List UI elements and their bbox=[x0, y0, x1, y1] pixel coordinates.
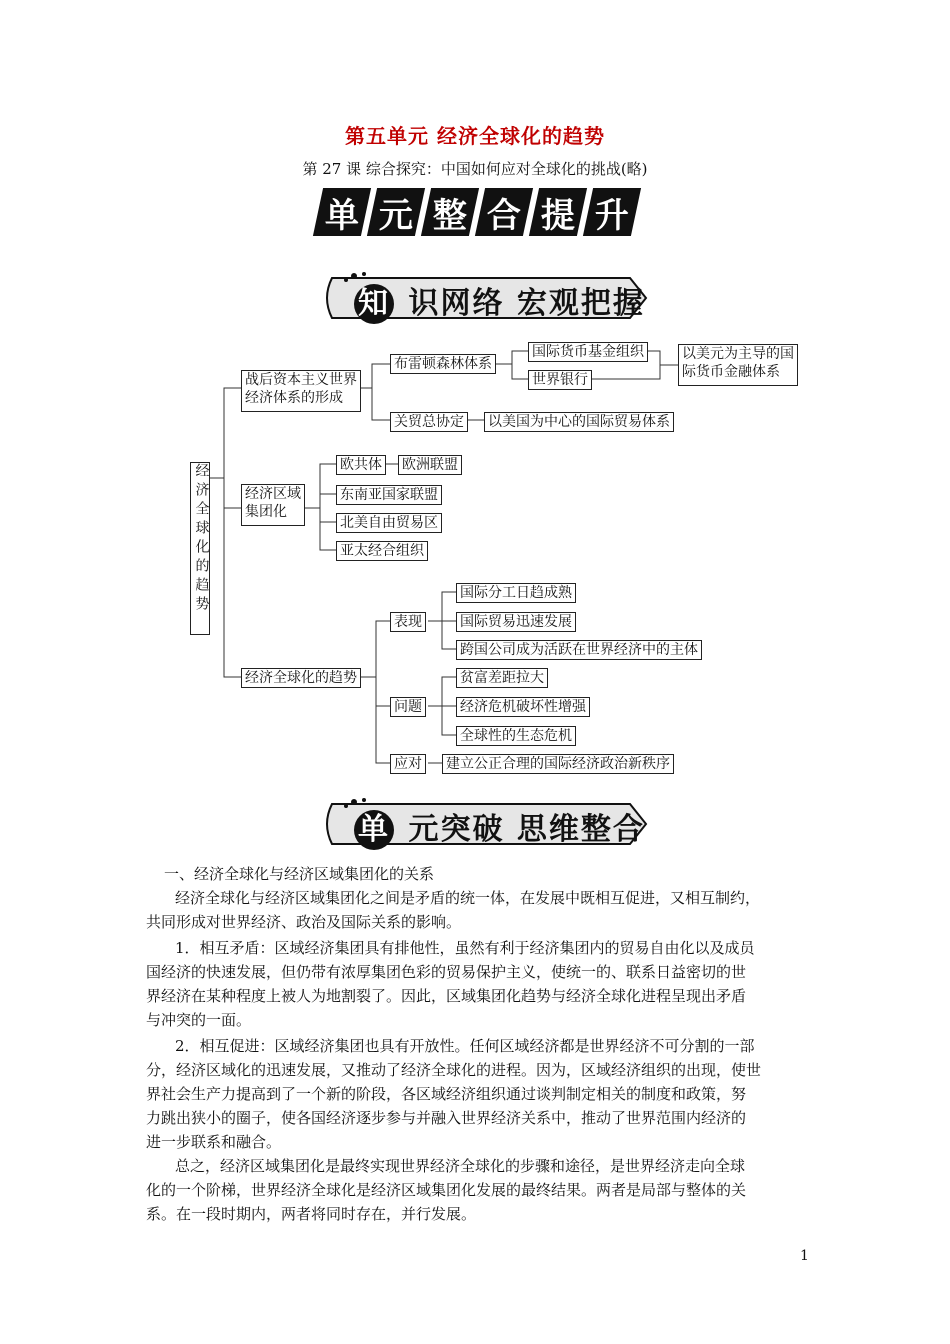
unit-summary-banner bbox=[318, 188, 636, 238]
page-title: 第五单元 经济全球化的趋势 bbox=[345, 124, 605, 148]
mindmap-node-eu: 欧洲联盟 bbox=[398, 455, 462, 475]
mindmap-node-division-of-labor: 国际分工日趋成熟 bbox=[456, 583, 576, 603]
mindmap-node-response: 应对 bbox=[390, 754, 426, 774]
mindmap-node-wealth-gap: 贫富差距拉大 bbox=[456, 668, 548, 688]
body-text-line: 化的一个阶梯，世界经济全球化是经济区域集团化发展的最终结果。两者是局部与整体的关 bbox=[146, 1181, 747, 1199]
mindmap-node-globalization-trend: 经济全球化的趋势 bbox=[241, 668, 361, 688]
mindmap-node-regional-blocs bbox=[241, 484, 305, 526]
body-text-line: 2．相互促进：区域经济集团也具有开放性。任何区域经济都是世界经济不可分割的一部 bbox=[175, 1037, 755, 1055]
mindmap-node-problem: 问题 bbox=[390, 697, 426, 717]
section-initial: 知 bbox=[354, 284, 394, 324]
body-text-line: 国经济的快速发展，但仍带有浓厚集团色彩的贸易保护主义，使统一的、联系日益密切的世 bbox=[146, 963, 747, 981]
node-text-line: 经济体系的形成 bbox=[245, 390, 343, 406]
section-heading: 一、经济全球化与经济区域集团化的关系 bbox=[164, 865, 435, 883]
node-text-line: 集团化 bbox=[245, 504, 287, 520]
mindmap-node-gatt: 关贸总协定 bbox=[390, 412, 468, 432]
knowledge-mindmap bbox=[0, 330, 950, 780]
body-text-line: 总之，经济区域集团化是最终实现世界经济全球化的步骤和途径，是世界经济走向全球 bbox=[175, 1157, 746, 1175]
body-text-line: 界社会生产力提高到了一个新的阶段，各区域经济组织通过谈判制定相关的制度和政策，努 bbox=[146, 1085, 747, 1103]
banner-char: 元 bbox=[367, 188, 425, 236]
section-title: 识网络 宏观把握 bbox=[396, 286, 645, 321]
section-initial: 单 bbox=[354, 810, 394, 850]
node-text-line: 战后资本主义世界 bbox=[245, 372, 357, 388]
mindmap-node-new-order: 建立公正合理的国际经济政治新秩序 bbox=[442, 754, 674, 774]
body-text-line: 与冲突的一面。 bbox=[146, 1011, 252, 1029]
banner-char: 提 bbox=[529, 188, 587, 236]
body-text-line: 力跳出狭小的圈子，使各国经济逐步参与并融入世界经济关系中，推动了世界范围内经济的 bbox=[146, 1109, 747, 1127]
mindmap-node-us-trade-system: 以美国为中心的国际贸易体系 bbox=[484, 412, 674, 432]
body-text-line: 共同形成对世界经济、政治及国际关系的影响。 bbox=[146, 913, 462, 931]
mindmap-node-asean: 东南亚国家联盟 bbox=[336, 485, 442, 505]
node-text-line: 际货币金融体系 bbox=[682, 364, 780, 380]
banner-char: 整 bbox=[421, 188, 479, 236]
mindmap-root: 经济全球化的趋势 bbox=[190, 462, 210, 635]
banner-char: 升 bbox=[583, 188, 641, 236]
mindmap-node-economic-crisis: 经济危机破坏性增强 bbox=[456, 697, 590, 717]
body-text-line: 系。在一段时期内，两者将同时存在，并行发展。 bbox=[146, 1205, 477, 1223]
node-text-line: 以美元为主导的国 bbox=[682, 346, 794, 362]
mindmap-node-imf: 国际货币基金组织 bbox=[528, 342, 648, 362]
body-text-line: 经济全球化与经济区域集团化之间是矛盾的统一体，在发展中既相互促进，又相互制约， bbox=[175, 889, 761, 907]
section-header-knowledge-network bbox=[318, 272, 648, 324]
mindmap-node-performance: 表现 bbox=[390, 612, 426, 632]
lesson-subtitle: 第 27 课 综合探究：中国如何应对全球化的挑战(略) bbox=[302, 160, 648, 178]
section-header-unit-breakthrough bbox=[318, 798, 648, 850]
banner-char: 单 bbox=[313, 188, 371, 236]
mindmap-node-usd-system bbox=[678, 344, 798, 386]
mindmap-node-trade-growth: 国际贸易迅速发展 bbox=[456, 612, 576, 632]
body-text-line: 1．相互矛盾：区域经济集团具有排他性，虽然有利于经济集团内的贸易自由化以及成员 bbox=[175, 939, 755, 957]
banner-char: 合 bbox=[475, 188, 533, 236]
page-number: 1 bbox=[800, 1248, 809, 1264]
mindmap-node-nafta: 北美自由贸易区 bbox=[336, 513, 442, 533]
mindmap-node-world-bank: 世界银行 bbox=[528, 370, 592, 390]
mindmap-node-bretton-woods: 布雷顿森林体系 bbox=[390, 354, 496, 374]
body-text-line: 界经济在某种程度上被人为地割裂了。因此，区域集团化趋势与经济全球化进程呈现出矛盾 bbox=[146, 987, 747, 1005]
mindmap-node-eec: 欧共体 bbox=[336, 455, 386, 475]
section-title: 元突破 思维整合 bbox=[396, 812, 645, 847]
mindmap-node-postwar-system bbox=[241, 370, 361, 412]
mindmap-node-apec: 亚太经合组织 bbox=[336, 541, 428, 561]
node-text-line: 经济区域 bbox=[245, 486, 301, 502]
body-text-line: 分，经济区域化的迅速发展，又推动了经济全球化的进程。因为，区域经济组织的出现，使世 bbox=[146, 1061, 762, 1079]
mindmap-node-multinationals: 跨国公司成为活跃在世界经济中的主体 bbox=[456, 640, 702, 660]
body-text-line: 进一步联系和融合。 bbox=[146, 1133, 282, 1151]
mindmap-node-ecological-crisis: 全球性的生态危机 bbox=[456, 726, 576, 746]
